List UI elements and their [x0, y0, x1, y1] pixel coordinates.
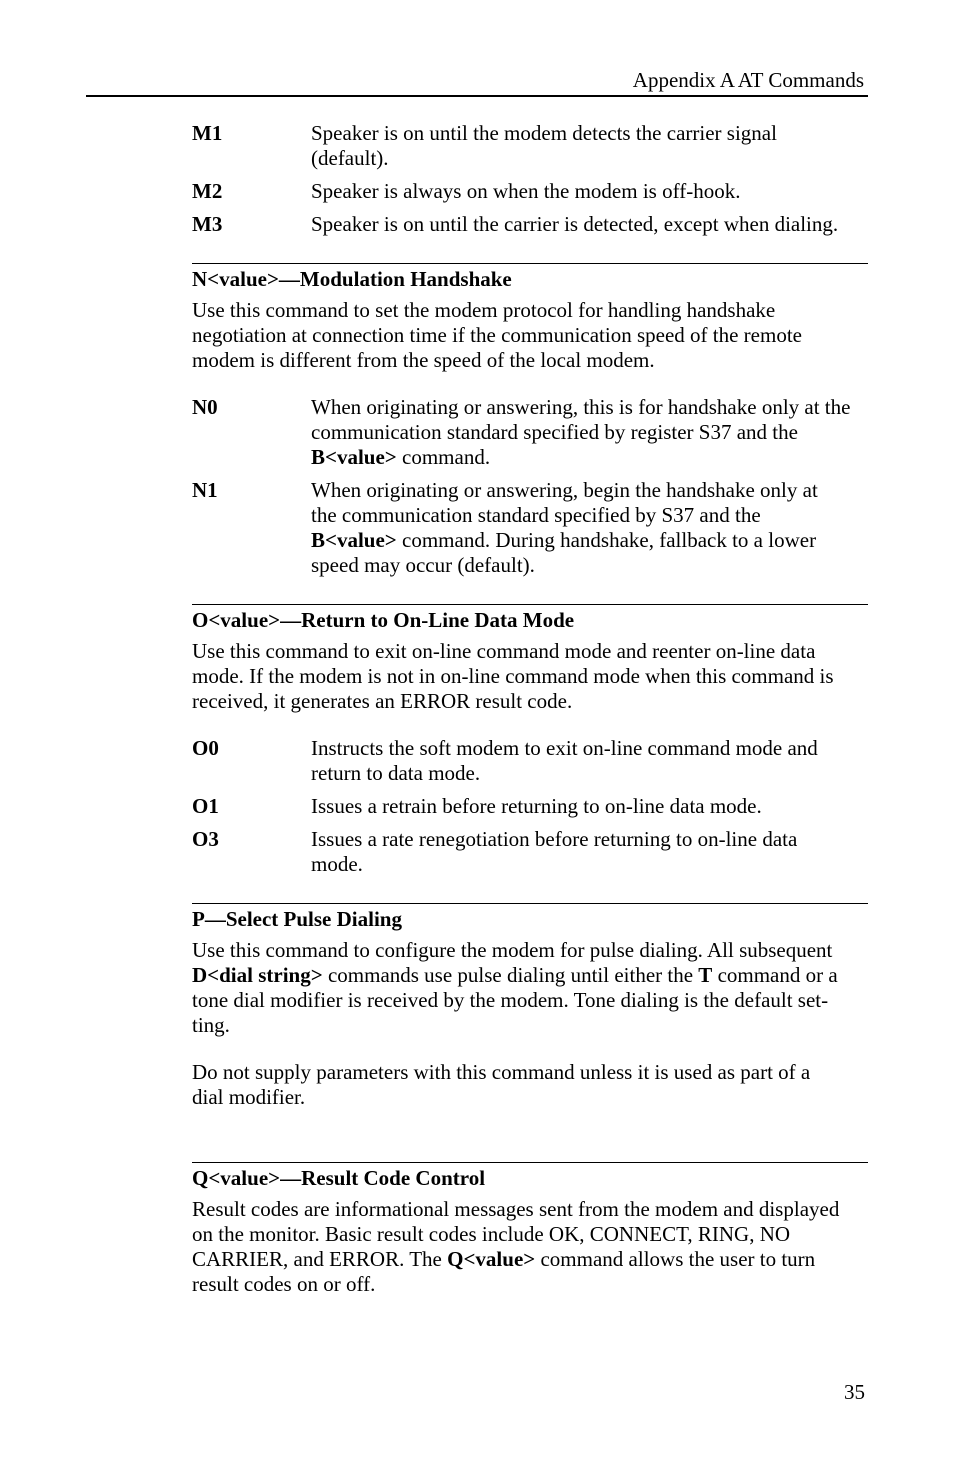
- section-heading-p: P—Select Pulse Dialing: [192, 907, 402, 931]
- page-number: 35: [844, 1380, 865, 1404]
- header-rule: [86, 95, 868, 97]
- description: Issues a retrain before returning to on-line data mode.: [311, 794, 762, 818]
- definition-item-o1: [192, 794, 868, 819]
- term: N0: [192, 395, 218, 419]
- section-rule: [192, 263, 868, 264]
- section-intro-o: Use this command to exit on-line command mode and reenter on-line data mode. If the modem is not in on-line command mode when this command is received, it generates an ERROR result code.: [192, 639, 834, 713]
- section-rule: [192, 604, 868, 605]
- description: Speaker is on until the carrier is detected, except when dialing.: [311, 212, 839, 236]
- section-heading-q: Q<value>—Result Code Control: [192, 1166, 486, 1190]
- term: O1: [192, 794, 219, 818]
- description: Instructs the soft modem to exit on-line command mode and return to data mode.: [311, 736, 818, 785]
- term: M3: [192, 212, 223, 236]
- description: When originating or answering, this is for handshake only at the communication standard specified by register S37 and the B<value> command.: [311, 395, 851, 469]
- description: Speaker is on until the modem detects the carrier signal (default).: [311, 121, 777, 170]
- section-rule: [192, 1162, 868, 1163]
- section-intro-n: Use this command to set the modem protocol for handling handshake negotiation at connection time if the communication speed of the remote modem is different from the speed of the local modem.: [192, 298, 802, 372]
- section-paragraph-p2: Do not supply parameters with this command unless it is used as part of a dial modifier.: [192, 1060, 811, 1109]
- term: M1: [192, 121, 223, 145]
- definition-item-m1: [192, 121, 852, 171]
- term: M2: [192, 179, 223, 203]
- definition-item-m2: [192, 179, 868, 204]
- section-paragraph-p1: Use this command to configure the modem for pulse dialing. All subsequent D<dial string> commands use pulse dialing until either the T command or a tone dial modifier is received by the modem. Tone dialing is the default set-ting.: [192, 938, 838, 1037]
- section-paragraph-q1: Result codes are informational messages sent from the modem and displayed on the monitor. Basic result codes include OK, CONNECT, RING, NO CARRIER, and ERROR. The Q<value> command allows the user to turn result codes on or off.: [192, 1197, 840, 1296]
- definition-item-n0: [192, 395, 852, 470]
- definition-item-n1: [192, 478, 842, 578]
- term: O3: [192, 827, 219, 851]
- section-heading-n: N<value>—Modulation Handshake: [192, 267, 512, 291]
- term: O0: [192, 736, 219, 760]
- description: When originating or answering, begin the handshake only at the communication standard specified by S37 and the B<value> command. During handshake, fallback to a lower speed may occur (default).: [311, 478, 818, 577]
- description: Speaker is always on when the modem is off-hook.: [311, 179, 741, 203]
- section-rule: [192, 903, 868, 904]
- definition-item-m3: [192, 212, 868, 237]
- page-content: [192, 121, 868, 1297]
- running-header: Appendix A AT Commands: [632, 68, 864, 92]
- section-heading-o: O<value>—Return to On-Line Data Mode: [192, 608, 575, 632]
- definition-item-o0: [192, 736, 852, 786]
- description: Issues a rate renegotiation before returning to on-line data mode.: [311, 827, 798, 876]
- term: N1: [192, 478, 218, 502]
- definition-item-o3: [192, 827, 832, 877]
